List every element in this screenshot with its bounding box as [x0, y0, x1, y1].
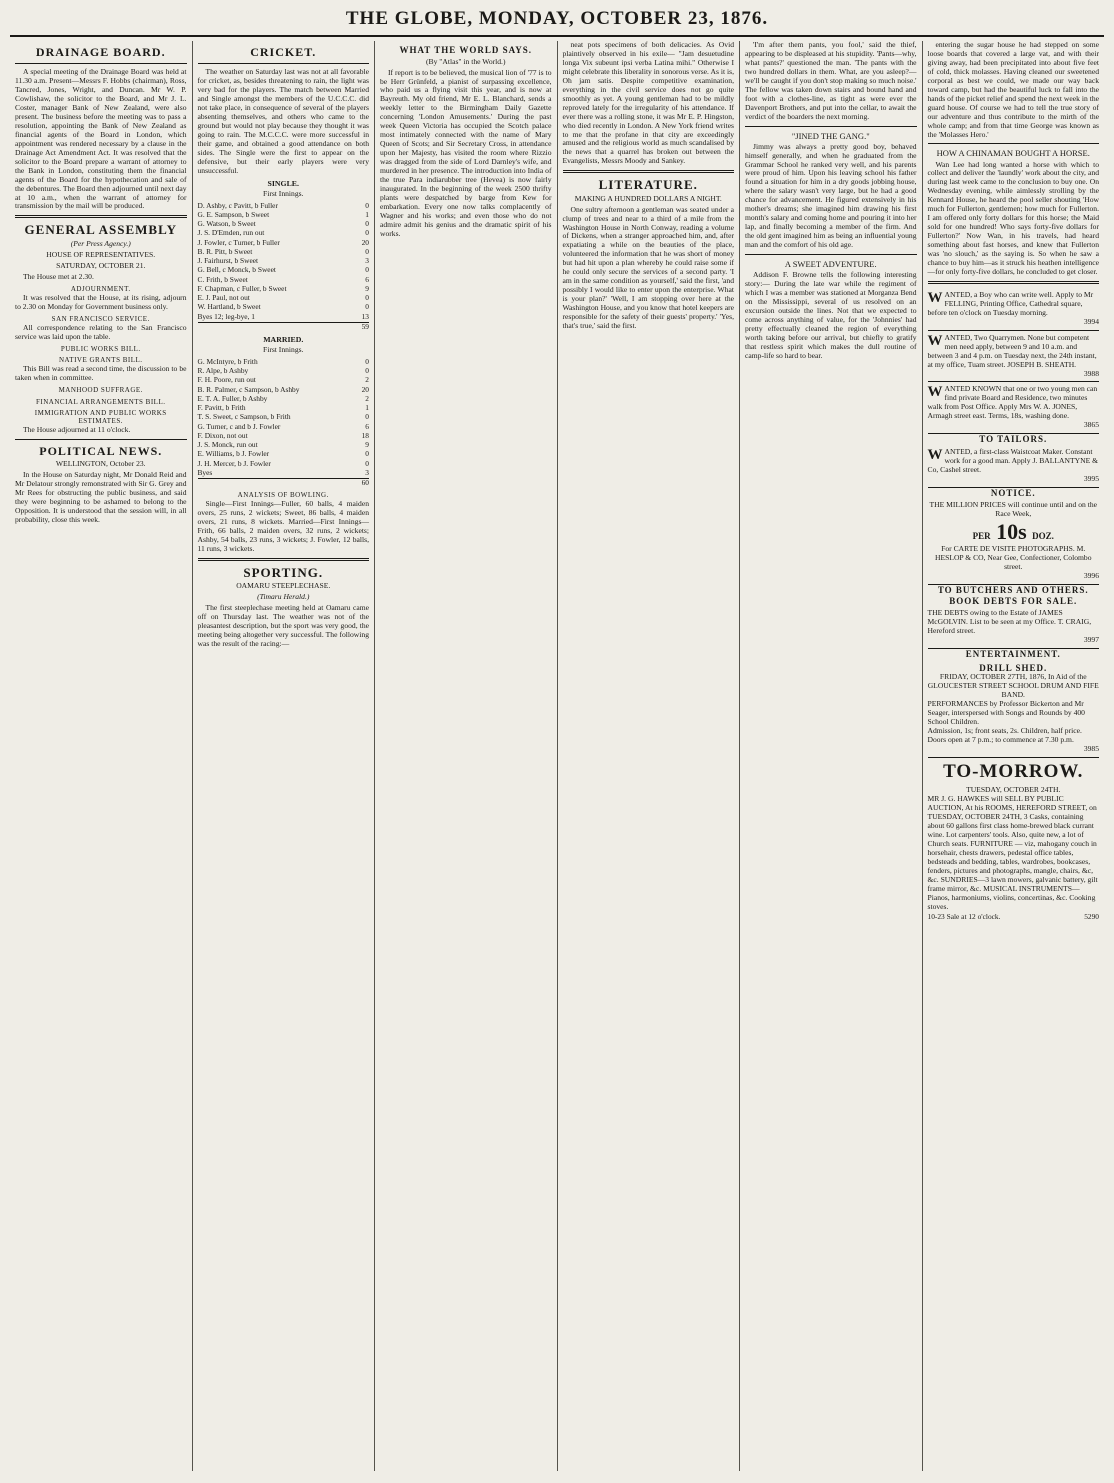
divider: [15, 439, 187, 440]
tailors-heading: TO TAILORS.: [979, 434, 1048, 445]
column-6: [923, 41, 1105, 1471]
batsman-score: 0: [365, 228, 369, 238]
score-line: [198, 440, 370, 449]
story-continued: 'I'm after them pants, you fool,' said the thief, appearing to be displeased at his stupidity. 'Pants—why, what pants?' questioned the man. 'The pants with the two hundred dollars in them. What, are you asleep?—we'll be caught if you don't stop making so much noise.' The fellow was taken down stairs and bound hand and foot with a clothes-line, as tight as were ever the Davenport Brothers, and put into the cellar, to await the verdict of the boarders the next morning.: [745, 41, 917, 121]
performances-text: PERFORMANCES by Professor Bickerton and Mr Seager, interspersed with Songs and Rounds by 400 School Children.: [927, 699, 1085, 726]
score-line: [198, 449, 370, 458]
auction-footer: [928, 912, 1100, 921]
batsman-name: F. H. Poore, run out: [197, 375, 256, 385]
score-line: [198, 210, 370, 219]
score-line: [198, 247, 370, 256]
literature-story-text: One sultry afternoon a gentleman was seated under a clump of trees and near to a third of a mile from the Washington House in North Conway, reading a volume of Dickens, when a stranger approached him, and, after expatiating a while on the beauties of the place, volunteered the information that he was short of money but had hit upon a plan whereby he could raise some if he could only secure the services of a second party. 'I am in the same condition as yourself,' said the first, 'and possibly I would like to enter upon the enterprise. What is your plan?' 'Well, I am stopping over here at the Washington House, and you know that hotel keepers are responsible for the safety of their guests' property.' 'Yes, that's true,' said the first.: [562, 204, 734, 331]
drop-cap: W: [927, 332, 943, 349]
divider: [15, 215, 187, 218]
single-total-value: 59: [361, 321, 369, 331]
batsman-name: Byes: [197, 467, 213, 477]
divider: [745, 254, 917, 255]
batsman-name: Byes 12; leg-bye, 1: [197, 311, 255, 321]
batsman-score: 0: [365, 200, 369, 210]
divider: [15, 63, 187, 64]
adjournment-head: ADJOURNMENT.: [70, 284, 131, 293]
auction-foot: 10-23 Sale at 12 o'clock.: [927, 911, 1001, 921]
drop-cap: W: [927, 446, 943, 463]
score-line: [198, 431, 370, 440]
auction-number: 5290: [1084, 911, 1099, 921]
score-line: [198, 302, 370, 311]
single-innings: First Innings.: [262, 188, 304, 198]
ad-number: 3997: [1083, 635, 1099, 645]
ad-number: 3865: [1083, 420, 1099, 430]
adventure-continued: entering the sugar house he had stepped on some loose boards that covered a large vat, and with their giving away, had been precipitated into about five feet of cold, thick molasses. Having cleaned our sweetened corporal as best we could, we made our way back toward camp, but had the beautiful luck to fall into the hands of the picket relief and spend the next week in the guard house. Of course we had to tell the true story of our adventure and thus contribute to the mirth of the whole camp; and from that time George was known as the 'Molasses Hero.': [927, 41, 1099, 139]
batsman-score: 13: [361, 311, 369, 321]
batsman-name: F. Pavitt, b Frith: [197, 403, 246, 413]
immigration-head: IMMIGRATION AND PUBLIC WORKS ESTIMATES.: [34, 408, 167, 426]
oamaru-source: (Timaru Herald.): [257, 592, 310, 602]
batsman-name: J. H. Mercer, b J. Fowler: [197, 458, 271, 468]
house-met: The House met at 2.30.: [23, 271, 94, 281]
world-says-title: WHAT THE WORLD SAYS.: [399, 45, 533, 55]
score-line: [198, 375, 370, 384]
batsman-score: 3: [365, 256, 369, 266]
auction-text: MR J. G. HAWKES will SELL BY PUBLIC AUCTION, At his ROOMS, HEREFORD STREET, on TUESDAY, OCTOBER 24TH, 3 Casks, containing about 60 gallons first class home-brewed black currant wine. Lot carpenters' tools. Also, quite new, a lot of Church seats. FURNITURE — viz, mahogany couch in horsehair, chests drawers, pedestal office tables, bedsteads and bedding, tables, wardrobes, bookcases, fenders, pictures and photographs, mangle, chairs, &c, &c. SUNDRIES—3 lawn mowers, galvanic battery, gilt frame mirror, &c. MUSICAL INSTRUMENTS—Pianos, harmoniums, violins, concertinas, &c. Cooking stoves.: [927, 794, 1098, 911]
score-line: [198, 366, 370, 375]
single-heading: SINGLE.: [267, 178, 299, 188]
ad-number: 3988: [1083, 368, 1099, 378]
house-heading: HOUSE OF REPRESENTATIVES.: [46, 249, 156, 259]
adjournment-text: It was resolved that the House, at its rising, adjourn to 2.30 on Monday for Government business only.: [15, 292, 187, 311]
wanted-ad: [928, 382, 1100, 434]
drop-cap: W: [927, 289, 943, 306]
batsman-score: 3: [365, 467, 369, 477]
ad-number: 3995: [1083, 473, 1099, 483]
drill-shed: DRILL SHED.: [979, 662, 1048, 673]
batsman-name: J. Fowler, c Turner, b Fuller: [197, 237, 280, 247]
debts-text: THE DEBTS owing to the Estate of JAMES McGOLVIN. List to be seen at my Office. T. CRAIG, Hereford street.: [927, 608, 1092, 636]
batsman-name: E. J. Paul, not out: [197, 293, 250, 303]
column-1: [10, 41, 193, 1471]
score-line: [198, 422, 370, 431]
carte-text: For CARTE DE VISITE PHOTOGRAPHS. M. HESLOP & CO, Near Gee, Confectioner, Colombo street.: [934, 544, 1092, 572]
score-line: [198, 265, 370, 274]
ad-number: 3985: [1083, 743, 1099, 753]
masthead: THE GLOBE, MONDAY, OCTOBER 23, 1876.: [10, 6, 1104, 37]
batsman-name: E. Williams, b J. Fowler: [197, 449, 270, 459]
price-per: PER: [972, 531, 991, 542]
batsman-name: J. Fairhurst, b Sweet: [197, 256, 259, 266]
divider: [563, 170, 735, 173]
bowling-text: Single—First Innings—Fuller, 60 balls, 4 maiden overs, 25 runs, 2 wickets; Sweet, 86 balls, 4 maiden overs, 21 runs, 8 wickets. Married—First Innings—Frith, 66 balls, 2 maiden overs, 32 runs, 2 wickets; Ashby, 54 balls, 23 runs, 3 wickets; J. Fowler, 12 balls, 11 runs, 3 wickets.: [197, 499, 369, 553]
batsman-score: 0: [365, 366, 369, 376]
batsman-score: 2: [365, 375, 369, 385]
ad-text: ANTED, a first-class Waistcoat Maker. Constant work for a good man. Apply J. BALLANTYNE & Co, Cashel street.: [927, 446, 1099, 474]
million-prices-ad: [928, 498, 1100, 585]
married-heading: MARRIED.: [263, 334, 304, 344]
million-text: THE MILLION PRICES will continue until and on the Race Week,: [929, 500, 1097, 519]
score-line: [198, 238, 370, 247]
batsman-name: F. Chapman, c Fuller, b Sweet: [197, 283, 287, 293]
ad-text: ANTED, a Boy who can write well. Apply to Mr FELLING, Printing Office, Cathedral square, before ten o'clock on Tuesday morning.: [927, 289, 1094, 317]
batsman-name: B. R. Pitt, b Sweet: [197, 246, 253, 256]
debts-ad: [928, 606, 1100, 649]
batsman-name: G. Watson, b Sweet: [197, 219, 256, 229]
bowling-head: ANALYSIS OF BOWLING.: [237, 490, 329, 499]
divider: [198, 558, 370, 561]
batsman-score: 0: [365, 449, 369, 459]
batsman-name: R. Alpe, b Ashby: [197, 366, 249, 376]
score-line: [198, 312, 370, 321]
score-line: [198, 256, 370, 265]
world-says-byline: (By "Atlas" in the World.): [426, 56, 506, 66]
political-dateline: WELLINGTON, October 23.: [55, 459, 146, 469]
batsman-name: T. S. Sweet, c Sampson, b Frith: [197, 412, 291, 422]
batsman-score: 0: [365, 356, 369, 366]
score-line: [198, 468, 370, 477]
score-line: [198, 357, 370, 366]
tailors-ad: [928, 445, 1100, 488]
batsman-name: C. Frith, b Sweet: [197, 274, 248, 284]
column-2: [193, 41, 376, 1471]
score-line: [198, 228, 370, 237]
san-francisco-text: All correspondence relating to the San Francisco service was laid upon the table.: [15, 322, 187, 341]
cricket-text: The weather on Saturday last was not at all favorable for cricket, as, besides threatening to rain, the light was very bad for the players. The match between Married and Single amongst the members of the U.C.C.C. did not take place, in consequence of several of the players absenting themselves, and others who came to the ground but would not play because they thought it was going to rain. The M.C.C.C. were more successful in their game, and obtained a good attendance on both sides. The Single were the first to appear on the defensive, but their early players were very unsuccessful.: [197, 67, 369, 175]
column-3: [375, 41, 558, 1471]
oamaru-text: The first steeplechase meeting held at Oamaru came off on Thursday last. The weather was not of the pleasantest description, but the sport was very good, the meeting being altogether very successful. The following was the result of the racing:—: [197, 603, 369, 648]
batsman-name: G. E. Sampson, b Sweet: [197, 209, 270, 219]
friday-line: FRIDAY, OCTOBER 27TH, 1876, In Aid of the GLOUCESTER STREET SCHOOL DRUM AND FIFE BAND.: [927, 672, 1099, 700]
married-innings: First Innings.: [262, 344, 304, 354]
score-line: [198, 459, 370, 468]
score-line: [198, 403, 370, 412]
auction-date: TUESDAY, OCTOBER 24TH.: [966, 785, 1061, 795]
batsman-score: 0: [365, 412, 369, 422]
price-value: 10s: [996, 519, 1027, 545]
cricket-title: CRICKET.: [250, 45, 317, 59]
batsman-score: 6: [365, 274, 369, 284]
drop-cap: W: [927, 384, 943, 401]
batsman-score: 9: [365, 283, 369, 293]
score-line: [198, 219, 370, 228]
batsman-score: 2: [365, 393, 369, 403]
score-line: [198, 412, 370, 421]
notice-heading: NOTICE.: [990, 487, 1036, 498]
price-line: [928, 519, 1100, 545]
married-total: [198, 478, 370, 488]
oamaru-heading: OAMARU STEEPLECHASE.: [236, 581, 331, 591]
batsman-name: F. Dixon, not out: [197, 430, 248, 440]
literature-title: LITERATURE.: [598, 177, 698, 193]
manhood-suffrage-head: MANHOOD SUFFRAGE.: [58, 386, 143, 395]
batsman-score: 20: [361, 237, 369, 247]
ad-number: 3994: [1083, 316, 1099, 326]
native-grants-head: NATIVE GRANTS BILL.: [58, 356, 143, 365]
assembly-source: (Per Press Agency.): [70, 238, 131, 248]
entertainment-heading: ENTERTAINMENT.: [965, 648, 1061, 659]
batsman-name: G. Bell, c Monck, b Sweet: [197, 265, 276, 275]
political-news-title: POLITICAL NEWS.: [39, 444, 163, 459]
chinaman-title: HOW A CHINAMAN BOUGHT A HORSE.: [936, 148, 1090, 159]
general-assembly-title: GENERAL ASSEMBLY: [24, 222, 177, 238]
sweet-adventure-text: Addison F. Browne tells the following interesting story:— During the late war while the regiment of which I was a member was stationed at Morganza Bend on the Mississippi, several of us resolved on an excursion outside the lines. Not that we expected to come across anything of value, for the 'Johnnies' had pretty effectually cleaned the region of everything worth taking before our arrival, but chiefly to gratify that restless spirit which makes the dull routine of camp-life so hard to bear.: [745, 270, 917, 360]
score-line: [198, 284, 370, 293]
wanted-ad: [928, 331, 1100, 383]
score-line: [198, 275, 370, 284]
batsman-name: D. Ashby, c Pavitt, b Fuller: [197, 200, 278, 210]
batsman-score: 0: [365, 246, 369, 256]
married-total-value: 60: [361, 478, 369, 488]
batsman-score: 20: [361, 384, 369, 394]
public-works-head: PUBLIC WORKS BILL.: [60, 344, 141, 353]
chinaman-text: Wan Lee had long wanted a horse with which to collect and deliver the 'laundly' work about the city, and during last week came to the conclusion to buy one. On Wednesday evening, while aimlessly strolling by the Kennard House, he heard the pool seller shouting 'How much for Fullerton, gentlemen; how much for Fullerton. I am offered only forty dollars for this horse; the Maid sold for one hundred! Who says forty-five dollars for Fullerton?' Now Wan, in his travels, had heard something about fast horses, and knew that Fullerton was 'no slouch,' as the saying is. So when he saw a chance to buy him—as it struck his heathen intelligence—for only forty-five dollars, he concluded to get closer.: [927, 159, 1099, 276]
world-says-text: If report is to be believed, the musical lion of '77 is to be Herr Grünfeld, a pianist of surpassing excellence, who paid us a flying visit this year, and is now at Bayreuth. My old friend, Mr E. L. Blanchard, sends a weekly letter to the Birmingham Daily Gazette concerning 'London Amusements.' During the past week Queen Victoria has occupied the Scotch palace most intimately connected with the name of Mary Queen of Scots; and Sir Secretary Cross, in attendance upon her Majesty, has visited the room where Rizzio was dragged from the side of Lord Darnley's wife, and murdered in her presence. The introduction into India of the true Para indiarubber tree (Hevea) is now fairly inaugurated. In the beginning of the week 2500 thrifty plants were despatched by barge from Kew for embarkation. Every one now talks complacently of Wagner and his works; and even those who do not admire admit his genius and the dramatic spirit of his works.: [380, 67, 552, 238]
book-debts-heading: BOOK DEBTS FOR SALE.: [949, 595, 1078, 606]
batsman-score: 6: [365, 421, 369, 431]
score-line: [198, 201, 370, 210]
score-line: [198, 293, 370, 302]
world-says-continued: neat pots specimens of both delicacies. As Ovid plaintively observed in his exile— "Jam desuetudine longa Vix subeunt ipsi verba Latina mihi." Otherwise I might celebrate this liberality in sonorous verse. As it is, Oh jam satis. Despite competitive examination, everything in the civil service does not go quite smoothly as yet. A young gentleman had to be mildly reproved lately for the irregularity of his attendance. If ever there was a rolling stone, it was Mr E. P. Hingston, who died recently in London. A New York friend writes to me that the profane in that city are exceedingly amused and the religious world as much scandalised by the news that a quarrel has broken out between the Evangelists, Messrs Moody and Sankey.: [562, 41, 734, 166]
batsman-name: G. Turner, c and b J. Fowler: [197, 421, 281, 431]
batsman-score: 9: [365, 440, 369, 450]
divider: [928, 281, 1100, 284]
score-line: [198, 385, 370, 394]
batsman-score: 1: [365, 209, 369, 219]
single-total: [198, 322, 370, 332]
sporting-title: SPORTING.: [243, 564, 324, 580]
batsman-name: J. S. D'Emden, run out: [197, 228, 265, 238]
divider: [928, 143, 1100, 144]
auction-ad: [928, 783, 1100, 924]
batsman-score: 0: [365, 265, 369, 275]
single-scorecard: [198, 201, 370, 321]
san-francisco-head: SAN FRANCISCO SERVICE.: [51, 314, 150, 323]
batsman-name: B. R. Palmer, c Sampson, b Ashby: [197, 384, 300, 394]
batsman-score: 0: [365, 458, 369, 468]
entertainment-ad: [928, 660, 1100, 758]
batsman-name: W. Hartland, b Sweet: [197, 302, 261, 312]
drainage-board-title: DRAINAGE BOARD.: [35, 45, 166, 59]
batsman-name: G. McIntyre, b Frith: [197, 356, 258, 366]
batsman-score: 0: [365, 302, 369, 312]
butchers-heading: TO BUTCHERS AND OTHERS.: [937, 584, 1089, 595]
wanted-ad: [928, 288, 1100, 331]
ad-number: 3996: [1083, 570, 1099, 580]
batsman-score: 18: [361, 430, 369, 440]
married-scorecard: [198, 357, 370, 477]
column-4: [558, 41, 741, 1471]
sweet-adventure-title: A SWEET ADVENTURE.: [784, 259, 877, 270]
wanted-ads: [928, 288, 1100, 434]
batsman-score: 0: [365, 293, 369, 303]
batsman-score: 1: [365, 403, 369, 413]
ad-text: ANTED KNOWN that one or two young men can find private Board and Residence, two minutes walk from Post Office. Apply Mrs W. A. JONES, Armagh street east. Terms, 18s, washing done.: [927, 384, 1098, 421]
batsman-name: E. T. A. Fuller, b Ashby: [197, 393, 268, 403]
literature-story-title: MAKING A HUNDRED DOLLARS A NIGHT.: [574, 193, 722, 203]
score-line: [198, 394, 370, 403]
jined-gang-title: "JINED THE GANG.": [791, 130, 870, 141]
tomorrow-heading: TO-MORROW.: [943, 760, 1084, 782]
immigration-end: The House adjourned at 11 o'clock.: [23, 425, 131, 435]
financial-arrangements-head: FINANCIAL ARRANGEMENTS BILL.: [36, 397, 166, 406]
admission-text: Admission, 1s; front seats, 2s. Children, half price. Doors open at 7 p.m.; to commence at 7.30 p.m.: [927, 725, 1082, 744]
jined-gang-text: Jimmy was always a pretty good boy, behaved himself generally, and when he graduated from the Grammar School he ranked very well, and his parents were proud of him. Upon his leaving school his father found a situation for him in a dry goods jobbing house, where the salary wasn't very large, but he had a good chance for advancement. He figured extensively in his mother's dreams; she imagined him drawing his first month's salary and coming home and pouring it into her lap, and finally becoming a member of the firm. And the old gent imagined him as being an influential young man and the comfort of his old age.: [745, 141, 917, 250]
native-grants-text: This Bill was read a second time, the discussion to be taken when in committee.: [15, 364, 187, 383]
price-doz: DOZ.: [1032, 531, 1054, 542]
batsman-name: J. S. Monck, run out: [197, 440, 258, 450]
column-5: [740, 41, 923, 1471]
columns: [10, 41, 1104, 1471]
divider: [198, 63, 370, 64]
political-news-text: In the House on Saturday night, Mr Donald Reid and Mr Delatour strongly remonstrated with Sir G. Grey and Mr Rees for obstructing the public business, and said they were beginning to be ashamed to belong to the Opposition. It is understood that the session will, in all probability, close this week.: [15, 470, 187, 525]
divider: [745, 126, 917, 127]
drainage-board-text: A special meeting of the Drainage Board was held at 11.30 a.m. Present—Messrs F. Hobbs (chairman), Ross, Tancred, Jones, Wright, and Duncan. Mr W. P. Cowlishaw, the solicitor to the Board, and Mr J. L. Coster, manager Bank of New Zealand, were also present. The business before the meeting was to pass a resolution, appointing the Bank of New Zealand as financial agents of the Board in London, which appointment was rendered necessary by a clause in the Drainage Act Amendment Act. It was resolved that the solicitor to the Board prepare a warrant of attorney to the Bank in London, constituting them the financial agents of the Board for the hypothecation and sale of the debentures. The Board then adjourned until next day at 10 a.m., when the warrant of attorney for transmission by the mail will be produced.: [15, 67, 187, 211]
batsman-score: 0: [365, 219, 369, 229]
assembly-date: SATURDAY, OCTOBER 21.: [56, 260, 146, 270]
ad-text: ANTED, Two Quarrymen. None but competent men need apply, between 9 and 10 a.m. and between 3 and 4 p.m. on Tuesday next, the 24th instant, at my office, Tuam street. JOSEPH B. SHEATH.: [927, 332, 1097, 369]
